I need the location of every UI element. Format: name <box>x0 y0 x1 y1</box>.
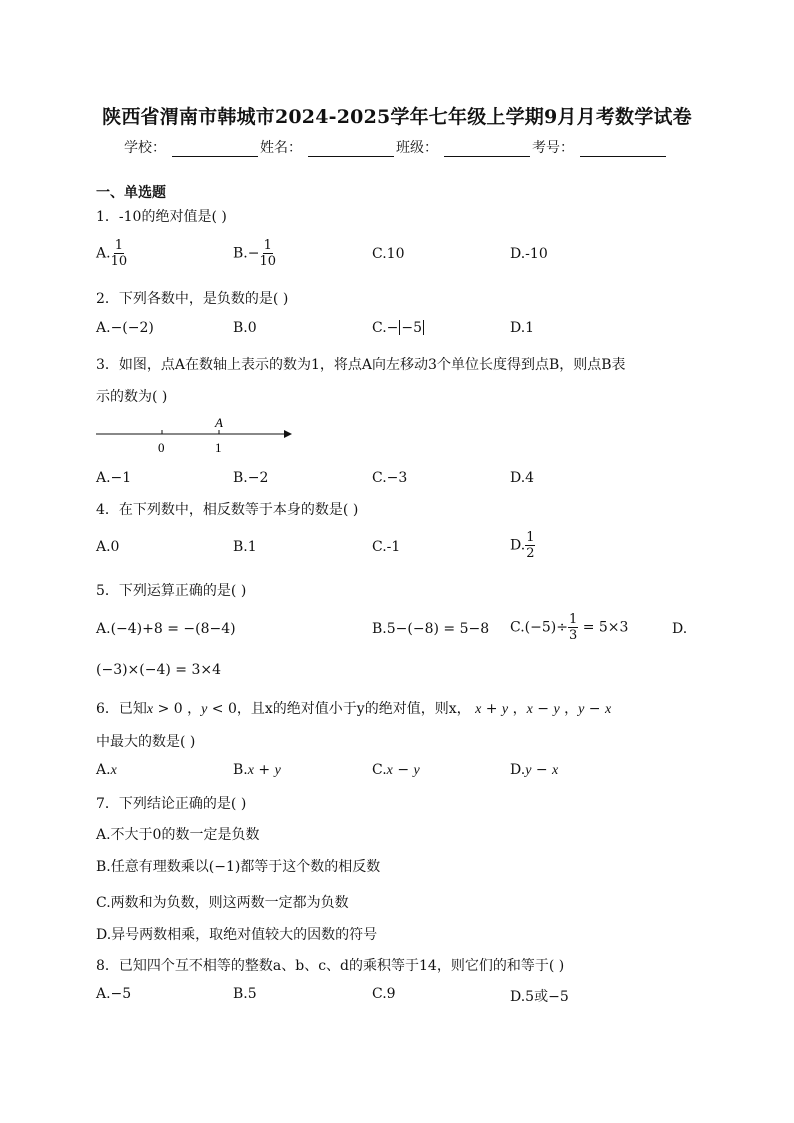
tick-label-0: 0 <box>158 440 165 455</box>
number-label: 考号： <box>532 140 574 156</box>
q4-option-b: B.1 <box>233 539 257 555</box>
q3-stem-line1: 3．如图，点A在数轴上表示的数为1，将点A向左移动3个单位长度得到点B，则点B表 <box>96 357 626 373</box>
q1-option-c: C.10 <box>372 246 405 262</box>
q3-option-d: D.4 <box>510 470 535 486</box>
q5-option-d: D. <box>672 621 688 637</box>
q7-option-d: D.异号两数相乘，取绝对值较大的因数的符号 <box>96 927 378 943</box>
q7-option-a: A.不大于0的数一定是负数 <box>96 827 260 843</box>
fraction: $\frac{1}{10}$ <box>110 238 128 269</box>
page-title: 陕西省渭南市韩城市2024-2025学年七年级上学期9月月考数学试卷 <box>102 106 692 128</box>
q2-option-a: A.−(−2) <box>96 320 154 336</box>
q5-stem: 5．下列运算正确的是( ) <box>96 583 247 599</box>
point-label-a: A <box>215 415 223 430</box>
number-blank[interactable] <box>580 142 666 157</box>
q3-option-a: A.−1 <box>96 470 132 486</box>
q3-stem-line2: 示的数为( ) <box>96 389 168 405</box>
q4-option-d: D. $\frac{1}{2}$ <box>510 530 535 561</box>
fraction: $\frac{1}{3}$ <box>568 612 578 643</box>
q4-option-c: C.-1 <box>372 539 401 555</box>
q8-option-a: A.−5 <box>96 986 132 1002</box>
q7-stem: 7．下列结论正确的是( ) <box>96 796 247 812</box>
class-label: 班级： <box>396 140 438 156</box>
fraction: $\frac{1}{10}$ <box>259 238 277 269</box>
q6-option-a: A.x <box>96 762 117 778</box>
q3-option-c: C.−3 <box>372 470 408 486</box>
q4-option-a: A.0 <box>96 539 120 555</box>
q6-option-b: B.x + y <box>233 762 281 778</box>
q2-option-c: C.− −5 <box>372 320 423 336</box>
q2-stem: 2．下列各数中，是负数的是( ) <box>96 291 289 307</box>
q8-option-c: C.9 <box>372 986 396 1002</box>
q5-option-d-expression: (−3)×(−4) = 3×4 <box>96 662 222 678</box>
number-line-figure <box>94 412 294 458</box>
arrow-icon <box>284 430 292 438</box>
q3-option-b: B.−2 <box>233 470 269 486</box>
fraction: $\frac{1}{2}$ <box>526 530 535 561</box>
section-heading: 一、单选题 <box>96 185 166 201</box>
q2-option-d: D.1 <box>510 320 535 336</box>
q8-option-d: D.5或−5 <box>510 989 569 1005</box>
q4-stem: 4．在下列数中，相反数等于本身的数是( ) <box>96 502 359 518</box>
student-info-row <box>124 137 668 157</box>
q8-stem: 8．已知四个互不相等的整数a、b、c、d的乘积等于14，则它们的和等于( ) <box>96 958 565 974</box>
q1-option-b: B.− $\frac{1}{10}$ <box>233 238 277 269</box>
school-blank[interactable] <box>172 142 258 157</box>
q2-option-b: B.0 <box>233 320 257 336</box>
q5-option-b: B.5−(−8) = 5−8 <box>372 621 490 637</box>
q5-option-c: C.(−5)÷ $\frac{1}{3}$ = 5×3 <box>510 612 629 643</box>
q5-option-a: A.(−4)+8 = −(8−4) <box>96 621 236 637</box>
q7-option-c: C.两数和为负数，则这两数一定都为负数 <box>96 895 349 911</box>
q1-stem: 1．-10的绝对值是( ) <box>96 209 227 225</box>
q6-stem-line1: 6．已知x > 0 ，y < 0，且x的绝对值小于y的绝对值，则x， x + y ，x − y ，y − x <box>96 701 612 717</box>
q1-option-d: D.-10 <box>510 246 548 262</box>
q6-option-c: C.x − y <box>372 762 420 778</box>
q7-option-b: B.任意有理数乘以(−1)都等于这个数的相反数 <box>96 859 381 875</box>
school-label: 学校： <box>124 140 166 156</box>
q6-stem-line2: 中最大的数是( ) <box>96 734 196 750</box>
q1-option-a: A. $\frac{1}{10}$ <box>96 238 128 269</box>
tick-label-1: 1 <box>215 440 222 455</box>
name-blank[interactable] <box>308 142 394 157</box>
q6-option-d: D.y − x <box>510 762 559 778</box>
name-label: 姓名： <box>260 140 302 156</box>
q8-option-b: B.5 <box>233 986 257 1002</box>
class-blank[interactable] <box>444 142 530 157</box>
